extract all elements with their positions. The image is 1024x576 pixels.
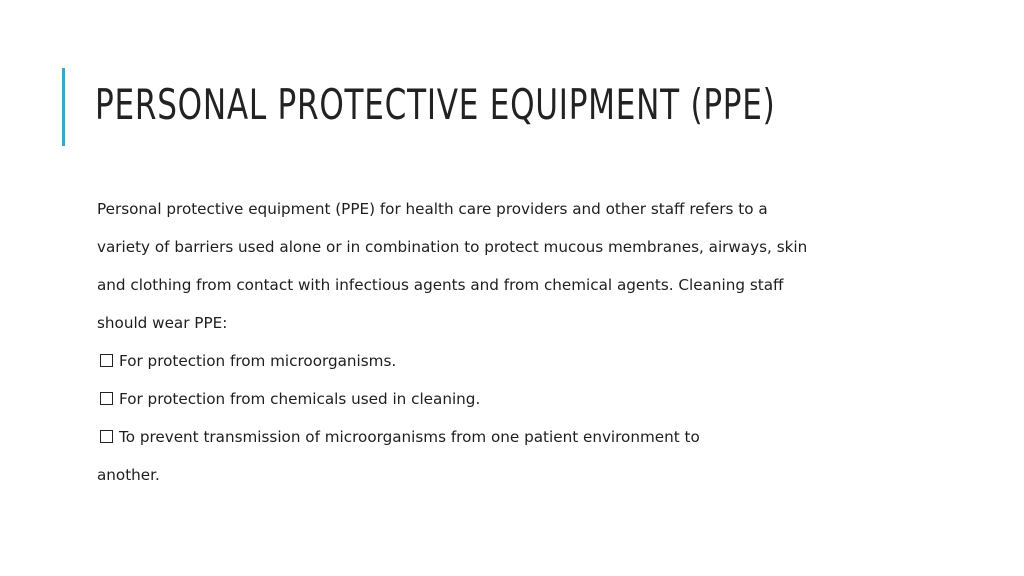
checkbox-bullet-icon (100, 392, 113, 405)
bullet-text: For protection from microorganisms. (119, 352, 397, 370)
checkbox-bullet-icon (100, 430, 113, 443)
bullet-item (97, 342, 897, 380)
paragraph-line: Personal protective equipment (PPE) for health care providers and other staff refers to a (97, 200, 768, 218)
bullet-item (97, 418, 897, 456)
paragraph-line: and clothing from contact with infectious agents and from chemical agents. Cleaning staff (97, 276, 784, 294)
checkbox-bullet-icon (100, 354, 113, 367)
paragraph-line: variety of barriers used alone or in combination to protect mucous membranes, airways, skin (97, 238, 808, 256)
title-accent-bar (62, 68, 65, 146)
slide-body (97, 190, 897, 494)
paragraph-line: should wear PPE: (97, 314, 228, 332)
bullet-text: To prevent transmission of microorganisms from one patient environment to (119, 428, 700, 446)
bullet-text: For protection from chemicals used in cleaning. (119, 390, 481, 408)
slide-title: PERSONAL PROTECTIVE EQUIPMENT (PPE) (95, 80, 776, 129)
bullet-continuation: another. (97, 466, 160, 484)
bullet-item (97, 380, 897, 418)
